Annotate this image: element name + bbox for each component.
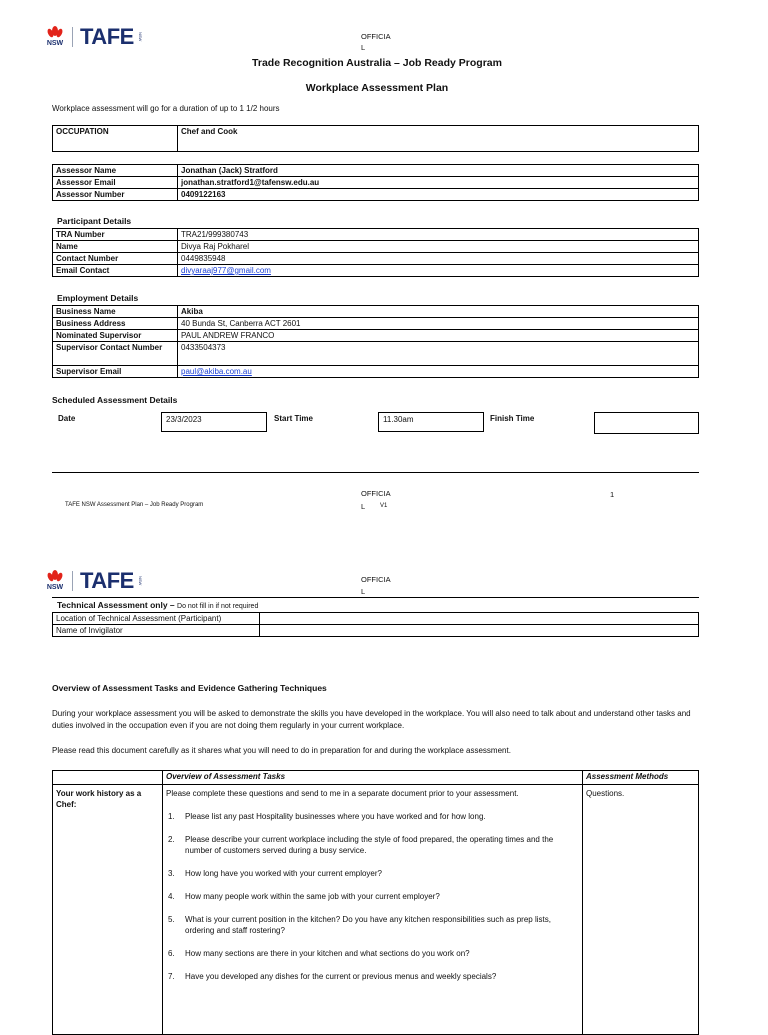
blank-header-cell xyxy=(53,771,163,785)
logo-vertical-text: NSW xyxy=(137,576,143,586)
participant-heading: Participant Details xyxy=(57,216,132,226)
occupation-label: OCCUPATION xyxy=(53,126,178,152)
tech-heading-line xyxy=(57,600,258,610)
list-item: 3. How long have you worked with your current employer? xyxy=(168,869,382,878)
tafe-text: TAFE xyxy=(80,568,134,593)
footer-page-number: 1 xyxy=(610,490,615,499)
logo-divider xyxy=(72,571,73,591)
tra-number-label: TRA Number xyxy=(53,229,178,241)
footer-classification-top: OFFICIA xyxy=(361,489,391,498)
participant-name-label: Name xyxy=(53,241,178,253)
classification-bottom: L xyxy=(361,43,366,52)
finish-time-label: Finish Time xyxy=(490,414,535,423)
page2-classification-bottom: L xyxy=(361,587,366,596)
supervisor-label: Nominated Supervisor xyxy=(53,330,178,342)
employment-heading: Employment Details xyxy=(57,293,139,303)
tasks-cell xyxy=(163,785,583,1035)
business-address-value: 40 Bunda St, Canberra ACT 2601 xyxy=(178,318,699,330)
supervisor-contact-value: 0433504373 xyxy=(178,342,699,366)
contact-number-label: Contact Number xyxy=(53,253,178,265)
tafe-nsw-logo xyxy=(45,26,143,48)
methods-cell: Questions. xyxy=(583,785,699,1035)
tafe-text: TAFE xyxy=(80,24,134,49)
footer-classification-bottom: L xyxy=(361,502,366,511)
start-time-field[interactable]: 11.30am xyxy=(378,412,484,432)
document-subtitle: Workplace Assessment Plan xyxy=(305,82,449,94)
business-name-value: Akiba xyxy=(178,306,699,318)
supervisor-value: PAUL ANDREW FRANCO xyxy=(178,330,699,342)
assessor-name-label: Assessor Name xyxy=(53,165,178,177)
work-history-label: Your work history as a Chef: xyxy=(53,785,163,1035)
overview-paragraph-1: During your workplace assessment you will be asked to demonstrate the skills you have developed in the workplace. You will also need to talk about and understand other tasks and duties involved in the occupation even if you are not doing them regularly in your current workplace. xyxy=(52,709,691,730)
tasks-header: Overview of Assessment Tasks xyxy=(163,771,583,785)
finish-time-field[interactable] xyxy=(594,412,699,434)
contact-number-value: 0449835948 xyxy=(178,253,699,265)
overview-paragraph-2: Please read this document carefully as it shares what you will need to do in preparation for and during the workplace assessment. xyxy=(52,746,511,755)
supervisor-email-link[interactable]: paul@akiba.com.au xyxy=(181,367,252,376)
email-contact-label: Email Contact xyxy=(53,265,178,277)
business-address-label: Business Address xyxy=(53,318,178,330)
header-rule xyxy=(52,597,699,598)
tech-heading: Technical Assessment only – xyxy=(57,600,175,610)
employment-table xyxy=(52,305,699,378)
assessor-number-value: 0409122163 xyxy=(178,189,699,201)
business-name-label: Business Name xyxy=(53,306,178,318)
document-title: Trade Recognition Australia – Job Ready Program xyxy=(252,57,502,69)
footer-doc-title: TAFE NSW Assessment Plan – Job Ready Program xyxy=(65,502,204,508)
technical-assessment-table xyxy=(52,612,699,637)
participant-name-value: Divya Raj Pokharel xyxy=(178,241,699,253)
list-item: 7. Have you developed any dishes for the current or previous menus and weekly specials? xyxy=(168,972,497,981)
occupation-value: Chef and Cook xyxy=(178,126,699,152)
assessor-number-label: Assessor Number xyxy=(53,189,178,201)
logo-divider xyxy=(72,27,73,47)
assessor-email-value: jonathan.stratford1@tafensw.edu.au xyxy=(178,177,699,189)
assessor-email-label: Assessor Email xyxy=(53,177,178,189)
question-list xyxy=(166,811,579,982)
invigilator-value[interactable] xyxy=(260,625,699,637)
assessor-table xyxy=(52,164,699,201)
scheduled-heading: Scheduled Assessment Details xyxy=(52,395,178,405)
footer-version: V1 xyxy=(380,503,388,509)
list-item: 1. Please list any past Hospitality businesses where you have worked and for how long. xyxy=(168,812,486,821)
tech-note: Do not fill in if not required xyxy=(177,603,259,610)
waratah-icon xyxy=(45,570,65,592)
list-item: 2. Please describe your current workplace including the style of food prepared, the operating times and the number of customers served during a busy service. xyxy=(168,835,554,855)
occupation-table xyxy=(52,125,699,152)
tra-number-value: TRA21/999380743 xyxy=(178,229,699,241)
tafe-nsw-logo-page2 xyxy=(45,570,143,592)
footer-rule xyxy=(52,472,699,473)
location-value[interactable] xyxy=(260,613,699,625)
waratah-icon xyxy=(45,26,65,48)
supervisor-contact-label: Supervisor Contact Number xyxy=(53,342,178,366)
date-label: Date xyxy=(58,414,76,423)
duration-note: Workplace assessment will go for a duration of up to 1 1/2 hours xyxy=(52,104,280,113)
assessor-name-value: Jonathan (Jack) Stratford xyxy=(178,165,699,177)
methods-header: Assessment Methods xyxy=(583,771,699,785)
nsw-text: NSW xyxy=(46,584,64,591)
tasks-intro: Please complete these questions and send to me in a separate document prior to your assessment. xyxy=(166,789,519,798)
list-item: 5. What is your current position in the kitchen? Do you have any kitchen responsibilities such as prep lists, ordering and staff rostering? xyxy=(168,915,551,935)
nsw-text: NSW xyxy=(46,40,64,47)
invigilator-label: Name of Invigilator xyxy=(53,625,260,637)
logo-vertical-text: NSW xyxy=(137,32,143,42)
overview-heading: Overview of Assessment Tasks and Evidence Gathering Techniques xyxy=(52,683,327,693)
start-time-label: Start Time xyxy=(274,414,313,423)
date-field[interactable]: 23/3/2023 xyxy=(161,412,267,432)
participant-table xyxy=(52,228,699,277)
assessment-tasks-table xyxy=(52,770,699,1035)
location-label: Location of Technical Assessment (Participant) xyxy=(53,613,260,625)
list-item: 4. How many people work within the same job with your current employer? xyxy=(168,892,440,901)
participant-email-link[interactable]: divyaraaj977@gmail.com xyxy=(181,266,271,275)
classification-top: OFFICIA xyxy=(361,32,391,41)
supervisor-email-label: Supervisor Email xyxy=(53,366,178,378)
list-item: 6. How many sections are there in your kitchen and what sections do you work on? xyxy=(168,949,470,958)
page2-classification-top: OFFICIA xyxy=(361,575,391,584)
